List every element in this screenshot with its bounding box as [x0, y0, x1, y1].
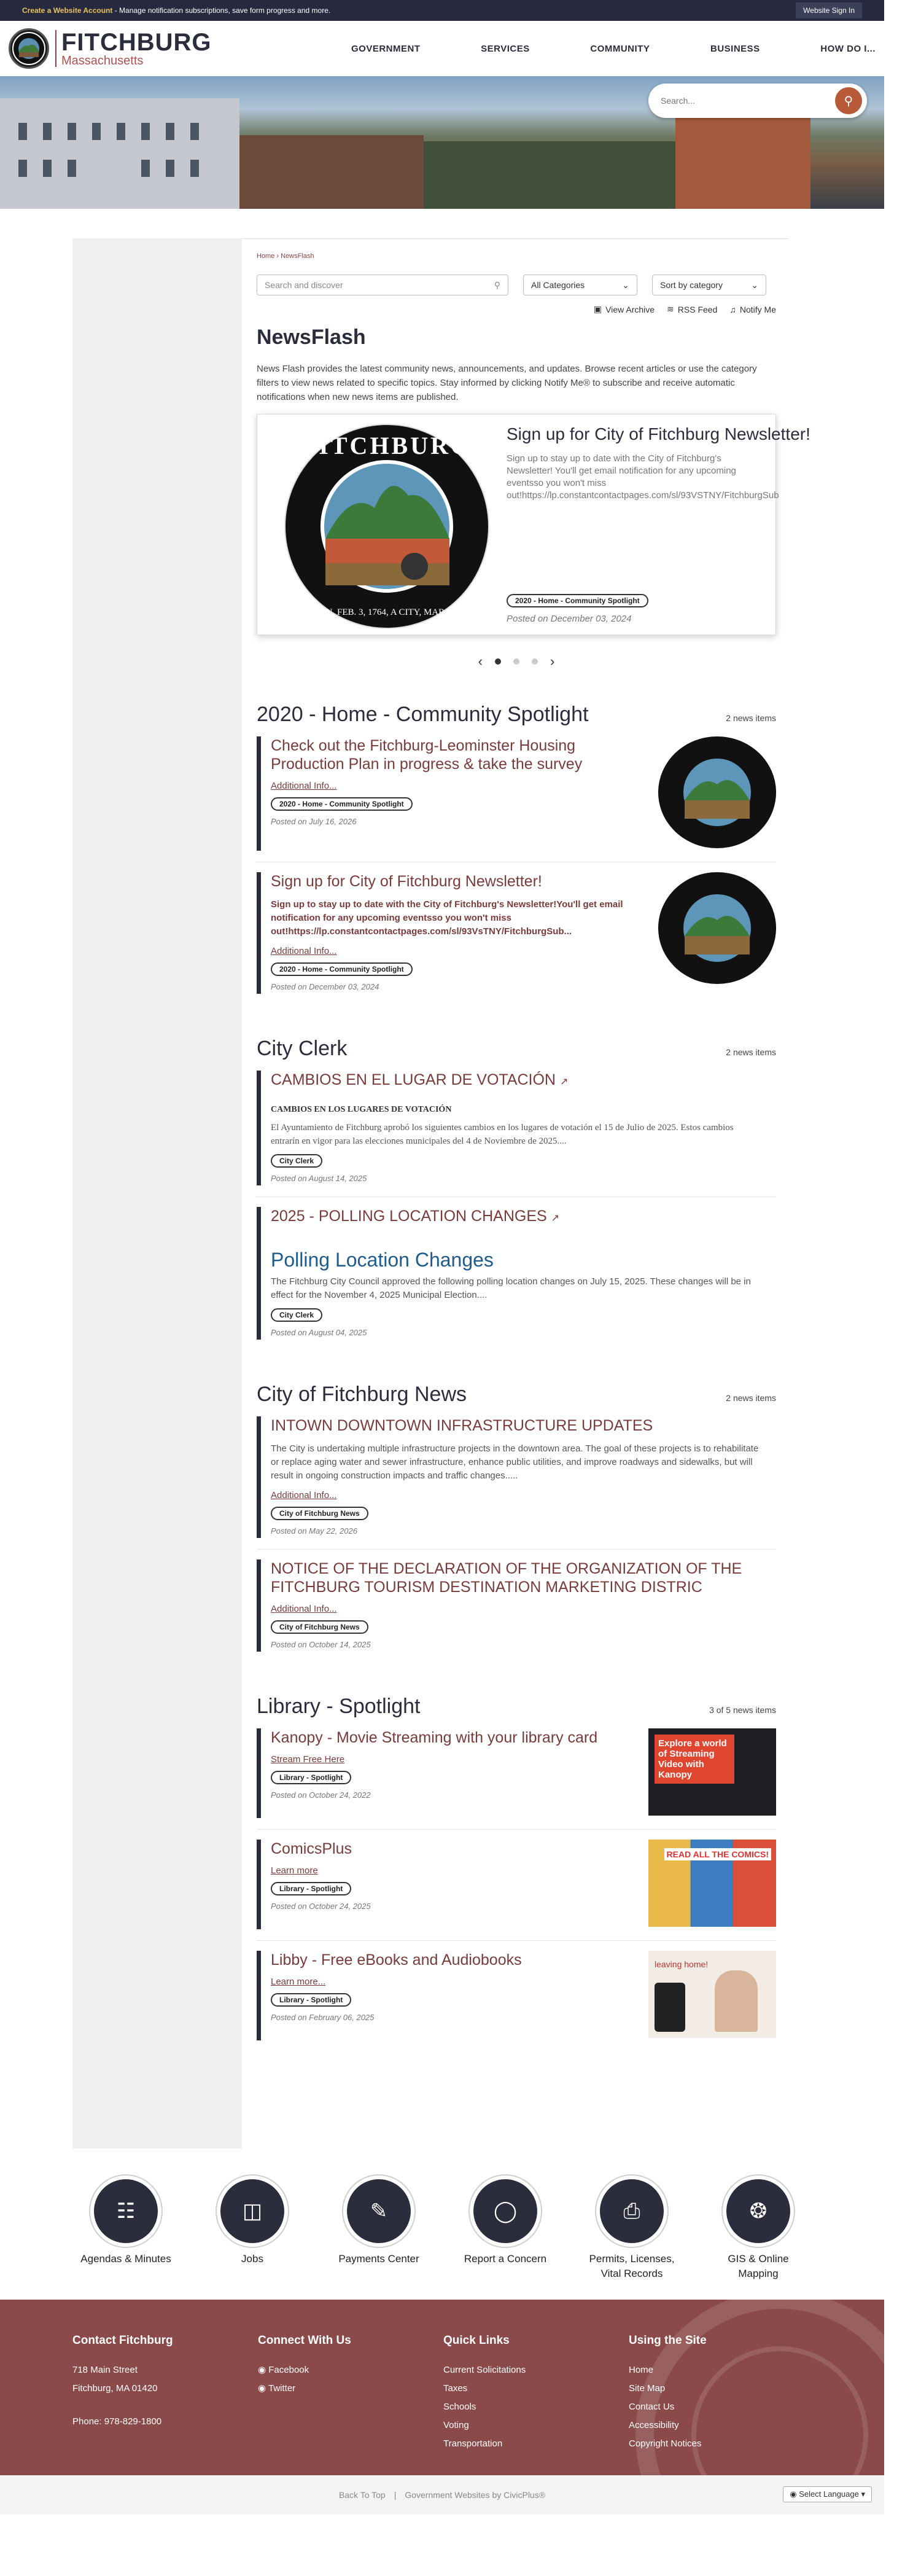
footer-seal-watermark-icon	[639, 2293, 921, 2576]
posted-date: Posted on October 14, 2025	[271, 1640, 371, 1649]
posted-date: Posted on May 22, 2026	[271, 1526, 357, 1536]
footer-phone: Phone: 978-829-1800	[72, 2416, 162, 2427]
news-item	[257, 736, 776, 851]
quicklink-payments[interactable]	[332, 2179, 426, 2281]
posted-date: Posted on October 24, 2025	[271, 1902, 371, 1911]
top-bar	[0, 0, 884, 21]
quicklink-label: GIS & Online Mapping	[728, 2253, 789, 2279]
footer-link[interactable]: Transportation	[443, 2438, 503, 2449]
news-item-title[interactable]: Check out the Fitchburg-Leominster Housing Production Plan in progress & take the survey	[271, 737, 583, 773]
bell-icon: ♫	[729, 304, 736, 314]
footer-link[interactable]: Site Map	[629, 2383, 666, 2394]
news-search-input[interactable]	[257, 275, 508, 295]
quicklink-jobs[interactable]	[205, 2179, 300, 2281]
chevron-down-icon: ⌄	[622, 279, 629, 290]
news-item-title[interactable]: INTOWN DOWNTOWN INFRASTRUCTURE UPDATES	[271, 1417, 653, 1434]
quicklink-label: Agendas & Minutes	[80, 2253, 171, 2265]
news-item	[257, 872, 776, 994]
news-carousel	[257, 414, 810, 635]
sign-in-button[interactable]: Website Sign In	[796, 2, 862, 18]
archive-icon: ▣	[593, 304, 602, 314]
facebook-icon: ◉	[258, 2365, 266, 2375]
category-value: All Categories	[531, 280, 585, 290]
footer-link[interactable]: Current Solicitations	[443, 2365, 526, 2375]
section-count: 2 news items	[726, 1393, 776, 1403]
posted-date: Posted on December 03, 2024	[271, 982, 379, 991]
additional-info-link[interactable]: Additional Info...	[271, 1490, 337, 1501]
hero-banner	[0, 76, 884, 209]
news-item-subhead: Polling Location Changes	[271, 1249, 494, 1271]
city-seal-icon	[9, 28, 49, 69]
additional-info-link[interactable]: Additional Info...	[271, 1604, 337, 1614]
notify-me-label: Notify Me	[739, 304, 776, 314]
site-search	[648, 84, 867, 118]
calendar-icon: ☷	[94, 2179, 158, 2243]
news-section	[257, 703, 776, 994]
footer-connect	[258, 2334, 443, 2475]
news-item-title-text: CAMBIOS EN EL LUGAR DE VOTACIÓN	[271, 1071, 556, 1088]
posted-date: Posted on August 04, 2025	[271, 1328, 367, 1337]
footer-link[interactable]: Copyright Notices	[629, 2438, 702, 2449]
seal-bottom-text: A TOWN, FEB. 3, 1764, A CITY, MAR. 8, 1872	[297, 607, 477, 617]
rss-icon: ≋	[667, 304, 674, 314]
news-item	[257, 1728, 776, 1818]
carousel-dot[interactable]	[532, 658, 538, 665]
main-content	[242, 238, 810, 2149]
carousel-title[interactable]: Sign up for City of Fitchburg Newsletter!	[507, 424, 810, 443]
breadcrumb-current[interactable]: NewsFlash	[281, 252, 314, 260]
site-footer	[0, 2300, 884, 2475]
bottom-bar	[0, 2475, 884, 2515]
carousel-nav	[257, 654, 776, 669]
page-title: NewsFlash	[257, 326, 366, 349]
hero-building	[239, 135, 424, 209]
section-title: 2020 - Home - Community Spotlight	[257, 703, 589, 726]
news-links	[257, 304, 776, 314]
news-item	[257, 1951, 776, 2040]
news-section	[257, 1695, 776, 2040]
news-tag[interactable]: 2020 - Home - Community Spotlight	[271, 962, 413, 976]
divider: |	[394, 2490, 397, 2500]
breadcrumb: Home › NewsFlash	[257, 252, 314, 260]
posted-date: Posted on July 16, 2026	[271, 817, 357, 826]
posted-date: Posted on February 06, 2025	[271, 2013, 375, 2022]
notify-me-link[interactable]	[729, 304, 776, 314]
comics-thumb-text: READ ALL THE COMICS!	[664, 1848, 771, 1860]
news-item-title[interactable]: NOTICE OF THE DECLARATION OF THE ORGANIZATION OF THE FITCHBURG TOURISM DESTINATION MARKETING DISTRIC	[271, 1560, 742, 1596]
sort-value: Sort by category	[660, 280, 723, 290]
brand-text	[55, 30, 212, 67]
news-item-title-text: 2025 - POLLING LOCATION CHANGES	[271, 1208, 547, 1225]
libby-thumb-text: leaving home!	[655, 1959, 709, 1969]
nav-business[interactable]: BUSINESS	[710, 43, 760, 54]
news-item-title[interactable]	[271, 1207, 764, 1228]
site-header	[0, 21, 884, 76]
view-archive-label: View Archive	[605, 304, 655, 314]
news-tag[interactable]: City Clerk	[271, 1154, 322, 1168]
civicplus-link[interactable]: Government Websites by CivicPlus®	[405, 2490, 546, 2500]
external-link-icon: ↗	[551, 1213, 560, 1224]
news-item-title[interactable]: Sign up for City of Fitchburg Newsletter!	[271, 873, 542, 890]
posted-date: Posted on October 24, 2022	[271, 1790, 371, 1800]
section-count: 2 news items	[726, 1047, 776, 1057]
kanopy-thumbnail[interactable]	[648, 1728, 776, 1816]
news-item-desc: El Ayuntamiento de Fitchburg aprobó los siguientes cambios en los lugares de votación el 15 de Julio de 2025. Estos cambios entrarín en vigor para las elecciones municipales del 4 de Noviembre de 2025....	[271, 1123, 734, 1146]
twitter-link[interactable]	[258, 2379, 443, 2398]
news-item	[257, 1840, 776, 1929]
footer-contact	[72, 2334, 258, 2475]
section-title: Library - Spotlight	[257, 1695, 421, 1718]
city-seal-icon	[276, 422, 498, 631]
additional-info-link[interactable]: Learn more...	[271, 1977, 326, 1987]
section-count: 2 news items	[726, 713, 776, 723]
news-item-title[interactable]: ComicsPlus	[271, 1840, 352, 1857]
city-seal-icon	[658, 736, 776, 848]
facebook-link[interactable]	[258, 2361, 443, 2379]
carousel-posted: Posted on December 03, 2024	[507, 614, 632, 624]
section-title: City Clerk	[257, 1037, 348, 1060]
left-sidebar	[72, 238, 242, 2149]
footer-link[interactable]: Accessibility	[629, 2420, 679, 2430]
nav-government[interactable]: GOVERNMENT	[351, 43, 421, 54]
brand-name: FITCHBURG	[61, 29, 212, 56]
section-title: City of Fitchburg News	[257, 1383, 467, 1406]
news-section	[257, 1037, 776, 1340]
news-item-title[interactable]	[271, 1071, 764, 1091]
twitter-label: Twitter	[268, 2383, 296, 2394]
news-item-title[interactable]: Libby - Free eBooks and Audiobooks	[271, 1951, 522, 1969]
prev-arrow-icon[interactable]: ‹	[478, 654, 483, 669]
footer-link[interactable]: Taxes	[443, 2383, 468, 2394]
chat-icon: ◯	[473, 2179, 537, 2243]
footer-link[interactable]: Home	[629, 2365, 654, 2375]
hero-building	[0, 98, 239, 209]
news-search-placeholder: Search and discover	[265, 280, 343, 290]
news-item-desc: Sign up to stay up to date with the City of Fitchburg's Newsletter!You'll get email notification for any upcoming eventsso you won't miss out!https://lp.constantcontactpages.com/sl/93VsTNY/FitchburgSub...	[271, 899, 623, 937]
back-to-top-link[interactable]: Back To Top	[338, 2490, 386, 2500]
news-tag[interactable]: City of Fitchburg News	[271, 1507, 368, 1520]
rss-feed-link[interactable]	[667, 304, 717, 314]
quick-links	[0, 2149, 884, 2300]
footer-heading: Connect With Us	[258, 2334, 351, 2347]
footer-address-1: 718 Main Street	[72, 2365, 138, 2375]
nav-community[interactable]: COMMUNITY	[590, 43, 650, 54]
next-arrow-icon[interactable]: ›	[550, 654, 555, 669]
kanopy-thumb-text: Explore a world of Streaming Video with Kanopy	[655, 1735, 734, 1784]
additional-info-link[interactable]: Stream Free Here	[271, 1754, 345, 1765]
news-tag[interactable]: Library - Spotlight	[271, 1993, 351, 2007]
carousel-tag[interactable]: 2020 - Home - Community Spotlight	[507, 594, 648, 607]
page-intro: News Flash provides the latest community news, announcements, and updates. Browse recent articles or use the category filters to view news related to specific topics. Stay informed by clicking Notify Me® to subscribe and receive automatic notifications when new news items are published.	[257, 364, 757, 402]
brand-state: Massachusetts	[61, 54, 144, 68]
carousel-dot[interactable]	[513, 658, 519, 665]
news-item-desc: The City is undertaking multiple infrastructure projects in the downtown area. The goal of these projects is to rehabilitate or replace aging water and sewer infrastructure, enhance public utilities, and improve roadways and sidewalks, but will result in ongoing construction impacts and traffic changes.....	[271, 1443, 759, 1481]
quicklink-label: Jobs	[241, 2253, 263, 2265]
search-icon[interactable]: ⚲	[835, 87, 862, 114]
nav-services[interactable]: SERVICES	[481, 43, 530, 54]
briefcase-icon: ◫	[220, 2179, 284, 2243]
globe-icon: ◉	[790, 2489, 797, 2499]
footer-link[interactable]: Schools	[443, 2402, 476, 2412]
news-item	[257, 1207, 776, 1340]
additional-info-link[interactable]: Additional Info...	[271, 946, 337, 956]
news-item-title[interactable]: Kanopy - Movie Streaming with your library card	[271, 1729, 598, 1746]
news-tag[interactable]: City of Fitchburg News	[271, 1620, 368, 1634]
footer-heading: Using the Site	[629, 2334, 707, 2347]
news-tag[interactable]: Library - Spotlight	[271, 1771, 351, 1784]
footer-link[interactable]: Voting	[443, 2420, 469, 2430]
city-seal-icon	[658, 872, 776, 984]
seal-top-text: FITCHBURG	[301, 432, 473, 459]
site-search-input[interactable]	[661, 96, 835, 106]
search-icon: ⚲	[494, 279, 500, 290]
quicklink-label: Permits, Licenses, Vital Records	[589, 2253, 675, 2279]
quicklink-agendas[interactable]	[79, 2179, 173, 2281]
news-tag[interactable]: Library - Spotlight	[271, 1882, 351, 1895]
news-tag[interactable]: City Clerk	[271, 1308, 322, 1322]
category-select[interactable]	[523, 275, 637, 295]
quicklink-gis[interactable]	[711, 2179, 806, 2281]
filter-controls	[257, 275, 776, 295]
footer-address-2: Fitchburg, MA 01420	[72, 2383, 158, 2394]
breadcrumb-home[interactable]: Home	[257, 252, 275, 260]
news-item	[257, 1416, 776, 1538]
quicklink-report[interactable]	[458, 2179, 553, 2281]
hero-trees	[424, 141, 682, 209]
language-select[interactable]: ◉ Select Language ▾	[783, 2486, 872, 2502]
news-item	[257, 1559, 776, 1652]
carousel-desc: Sign up to stay up to date with the City of Fitchburg's Newsletter! You'll get email notification for any upcoming eventsso you won't miss out!https://lp.constantcontactpages.com/sl/93VSTNY/FitchburgSub	[507, 453, 779, 501]
hero-building	[675, 117, 810, 209]
compass-icon: ❂	[726, 2179, 790, 2243]
additional-info-link[interactable]: Learn more	[271, 1865, 318, 1876]
account-notice	[22, 6, 330, 15]
printer-icon: ⎙	[600, 2179, 664, 2243]
additional-info-link[interactable]: Additional Info...	[271, 781, 337, 791]
footer-link[interactable]: Contact Us	[629, 2402, 675, 2412]
chevron-down-icon: ⌄	[751, 279, 758, 290]
footer-heading: Contact Fitchburg	[72, 2334, 173, 2347]
news-item-desc: The Fitchburg City Council approved the following polling location changes on July 15, 2025. These changes will be in effect for the November 4, 2025 Municipal Election....	[271, 1276, 751, 1300]
sort-select[interactable]	[652, 275, 766, 295]
page-body	[0, 209, 884, 2149]
news-tag[interactable]: 2020 - Home - Community Spotlight	[271, 797, 413, 811]
quicklink-permits[interactable]	[585, 2179, 679, 2281]
language-select-label: Select Language	[799, 2489, 859, 2499]
footer-quick-links	[443, 2334, 629, 2475]
account-notice-text: - Manage notification subscriptions, save form progress and more.	[112, 6, 331, 15]
external-link-icon: ↗	[559, 1077, 569, 1087]
news-item	[257, 1071, 776, 1185]
carousel-slide[interactable]	[498, 422, 810, 634]
main-nav	[351, 44, 876, 54]
twitter-icon: ◉	[258, 2383, 266, 2394]
news-item-subhead: CAMBIOS EN LOS LUGARES DE VOTACIÓN	[271, 1105, 452, 1114]
footer-heading: Quick Links	[443, 2334, 510, 2347]
news-section	[257, 1383, 776, 1652]
nav-how-do-i[interactable]: HOW DO I...	[820, 43, 876, 54]
view-archive-link[interactable]	[594, 304, 655, 314]
posted-date: Posted on August 14, 2025	[271, 1174, 367, 1183]
quicklink-label: Payments Center	[338, 2253, 419, 2265]
pencil-icon: ✎	[347, 2179, 411, 2243]
create-account-link[interactable]: Create a Website Account	[22, 6, 113, 15]
quicklink-label: Report a Concern	[464, 2253, 547, 2265]
libby-thumbnail[interactable]	[648, 1951, 776, 2038]
facebook-label: Facebook	[268, 2365, 309, 2375]
section-count: 3 of 5 news items	[709, 1705, 776, 1715]
rss-feed-label: RSS Feed	[677, 304, 718, 314]
comicsplus-thumbnail[interactable]	[648, 1840, 776, 1927]
carousel-dot[interactable]	[495, 658, 501, 665]
site-logo[interactable]	[9, 28, 212, 69]
